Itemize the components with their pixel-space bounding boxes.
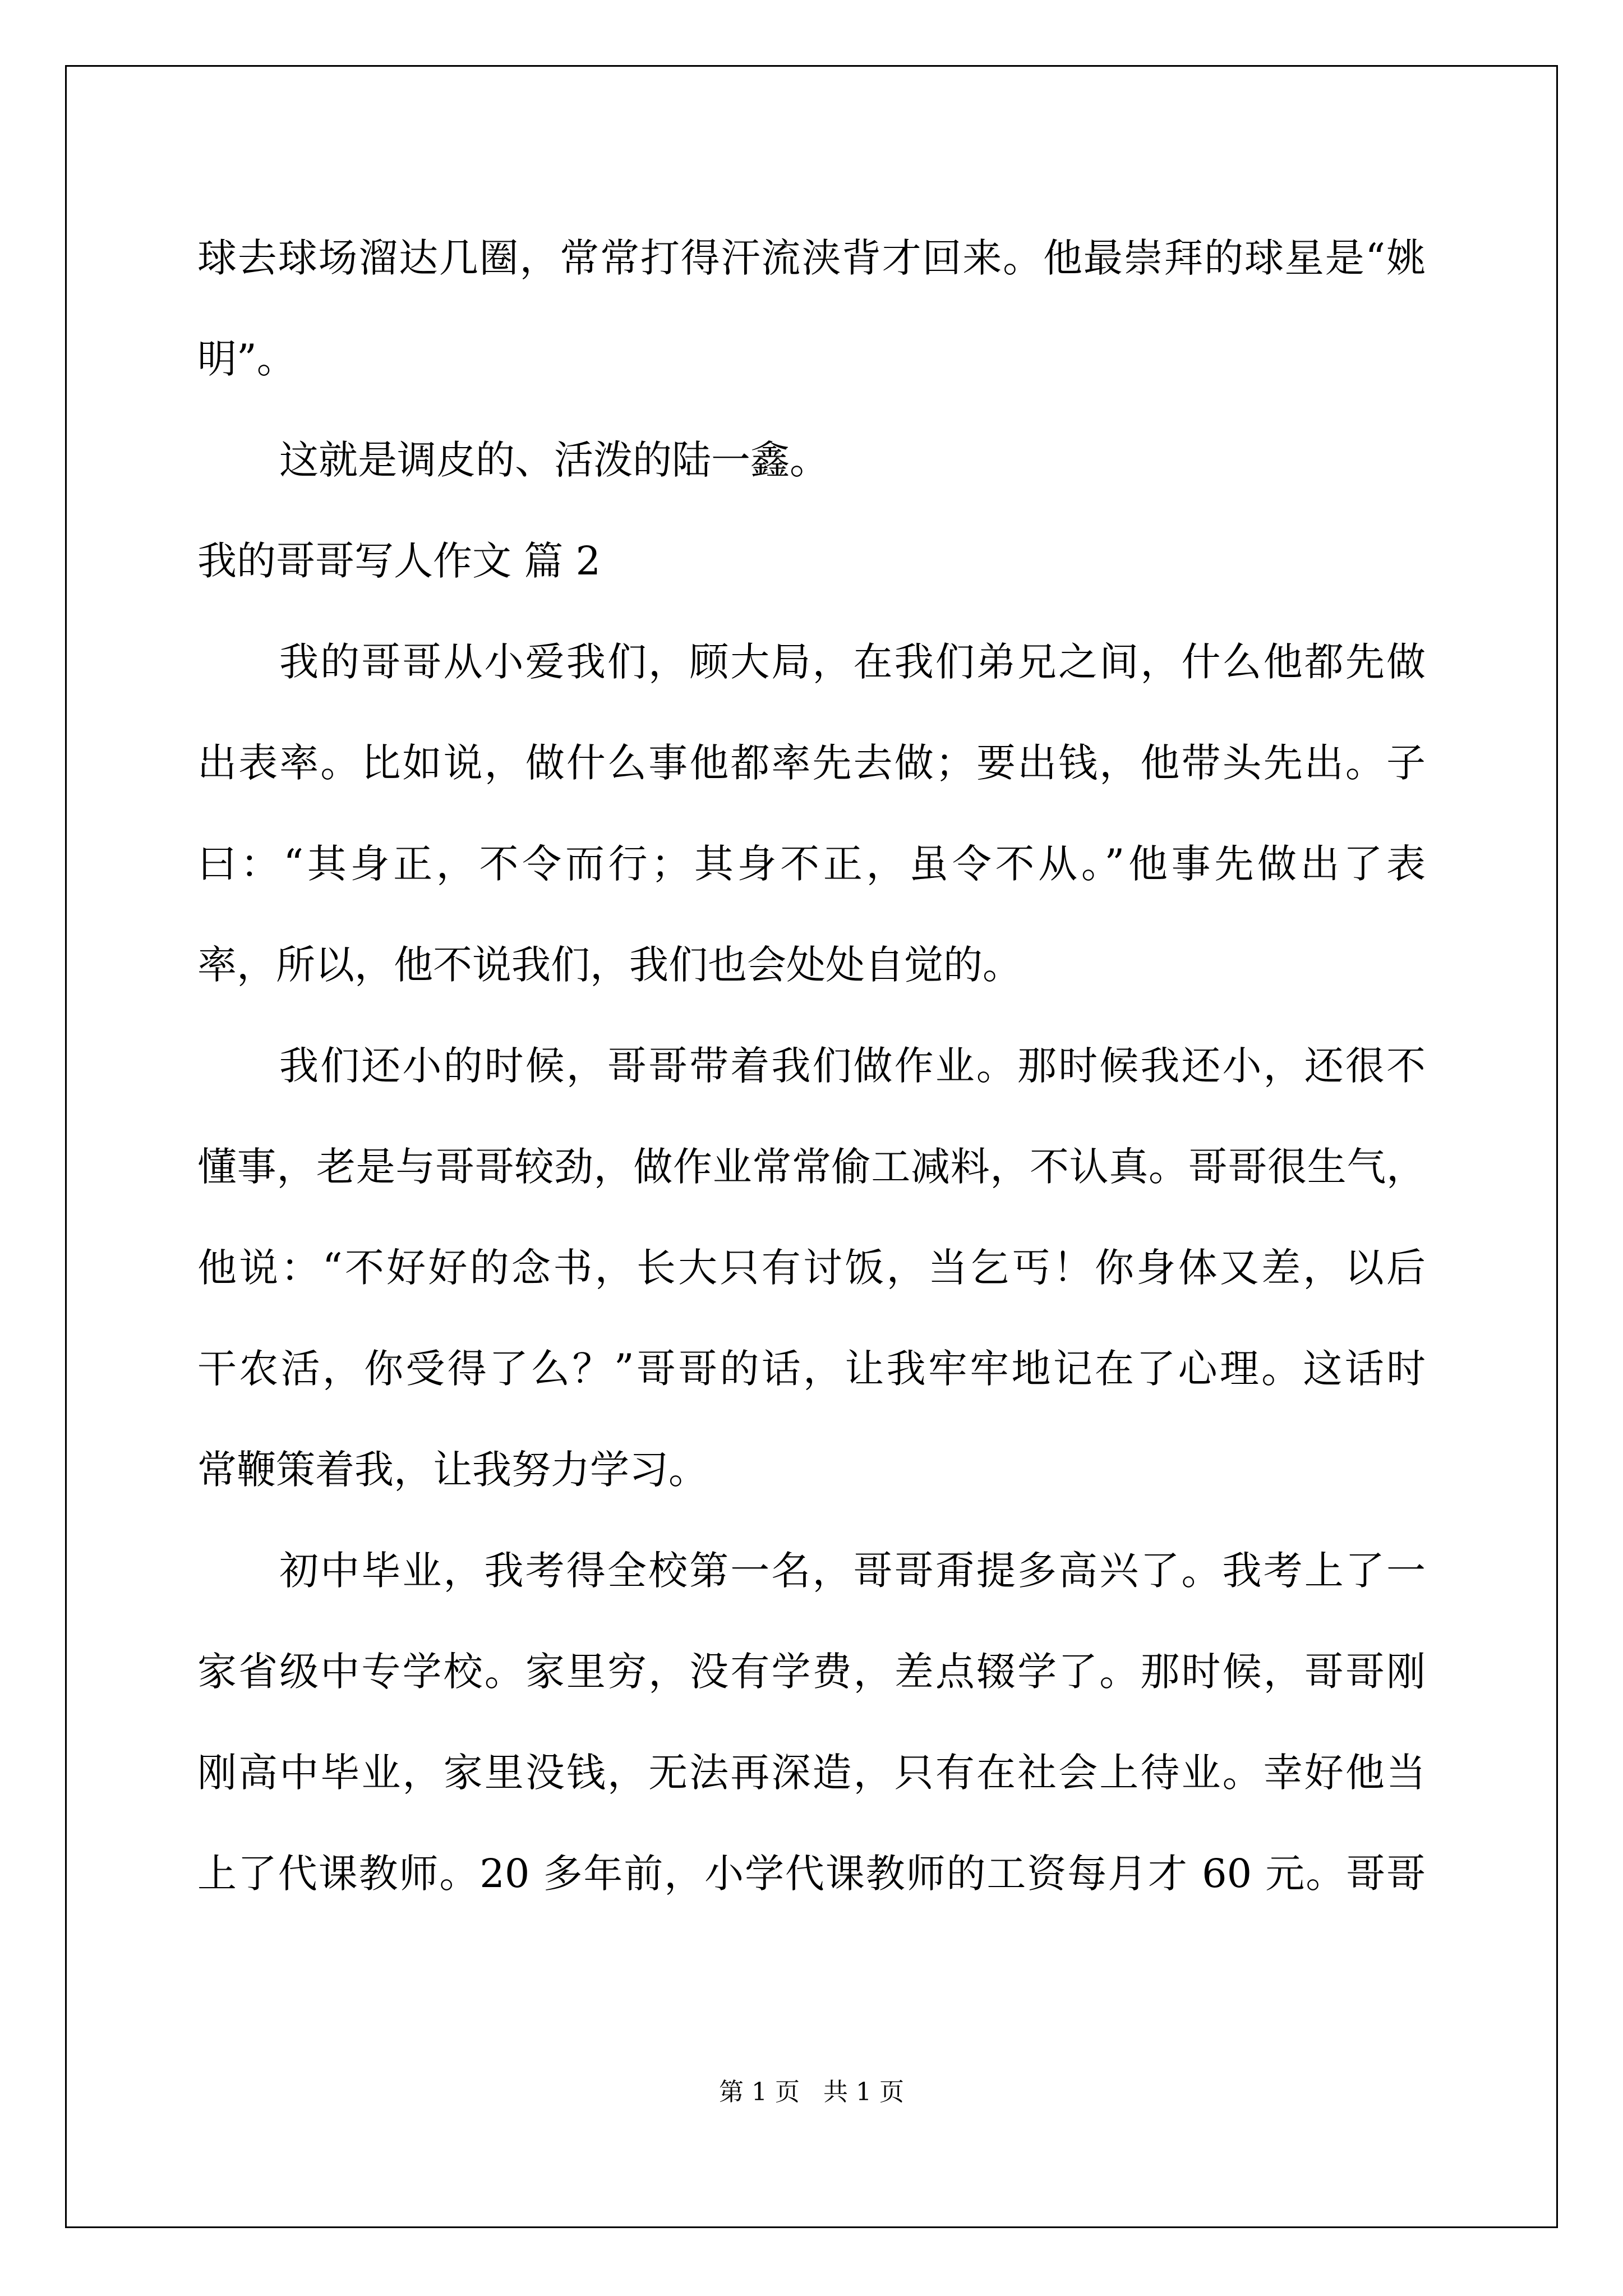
text-line: 曰：“其身正，不令而行；其身不正，虽令不从。”他事先做出了表: [197, 841, 1426, 887]
page-footer: 第 1 页 共 1 页: [719, 2078, 904, 2106]
text-line: 懂事，老是与哥哥较劲，做作业常常偷工减料，不认真。哥哥很生气，: [197, 1144, 1426, 1190]
text-line: 家省级中专学校。家里穷，没有学费，差点辍学了。那时候，哥哥刚: [197, 1649, 1426, 1695]
text-line: 明”。: [197, 336, 296, 382]
text-line: 球去球场溜达几圈，常常打得汗流浃背才回来。他最崇拜的球星是“姚: [197, 235, 1426, 281]
text-line: 常鞭策着我，让我努力学习。: [197, 1447, 708, 1493]
text-line: 初中毕业，我考得全校第一名，哥哥甭提多高兴了。我考上了一: [279, 1548, 1426, 1594]
section-heading: 我的哥哥写人作文 篇 2: [197, 538, 601, 584]
text-line: 刚高中毕业，家里没钱，无法再深造，只有在社会上待业。幸好他当: [197, 1750, 1426, 1796]
text-line: 上了代课教师。20 多年前，小学代课教师的工资每月才 60 元。哥哥: [197, 1851, 1426, 1897]
text-line: 我的哥哥从小爱我们，顾大局，在我们弟兄之间，什么他都先做: [279, 639, 1426, 685]
text-line: 干农活，你受得了么？”哥哥的话，让我牢牢地记在了心理。这话时: [197, 1346, 1426, 1392]
text-line: 率，所以，他不说我们，我们也会处处自觉的。: [197, 942, 1022, 988]
text-line: 他说：“不好好的念书，长大只有讨饭，当乞丐！你身体又差，以后: [197, 1245, 1426, 1291]
text-line: 这就是调皮的、活泼的陆一鑫。: [279, 437, 829, 483]
document-body: [197, 208, 1426, 1924]
text-line: 我们还小的时候，哥哥带着我们做作业。那时候我还小，还很不: [279, 1043, 1426, 1089]
text-line: 出表率。比如说，做什么事他都率先去做；要出钱，他带头先出。子: [197, 740, 1426, 786]
